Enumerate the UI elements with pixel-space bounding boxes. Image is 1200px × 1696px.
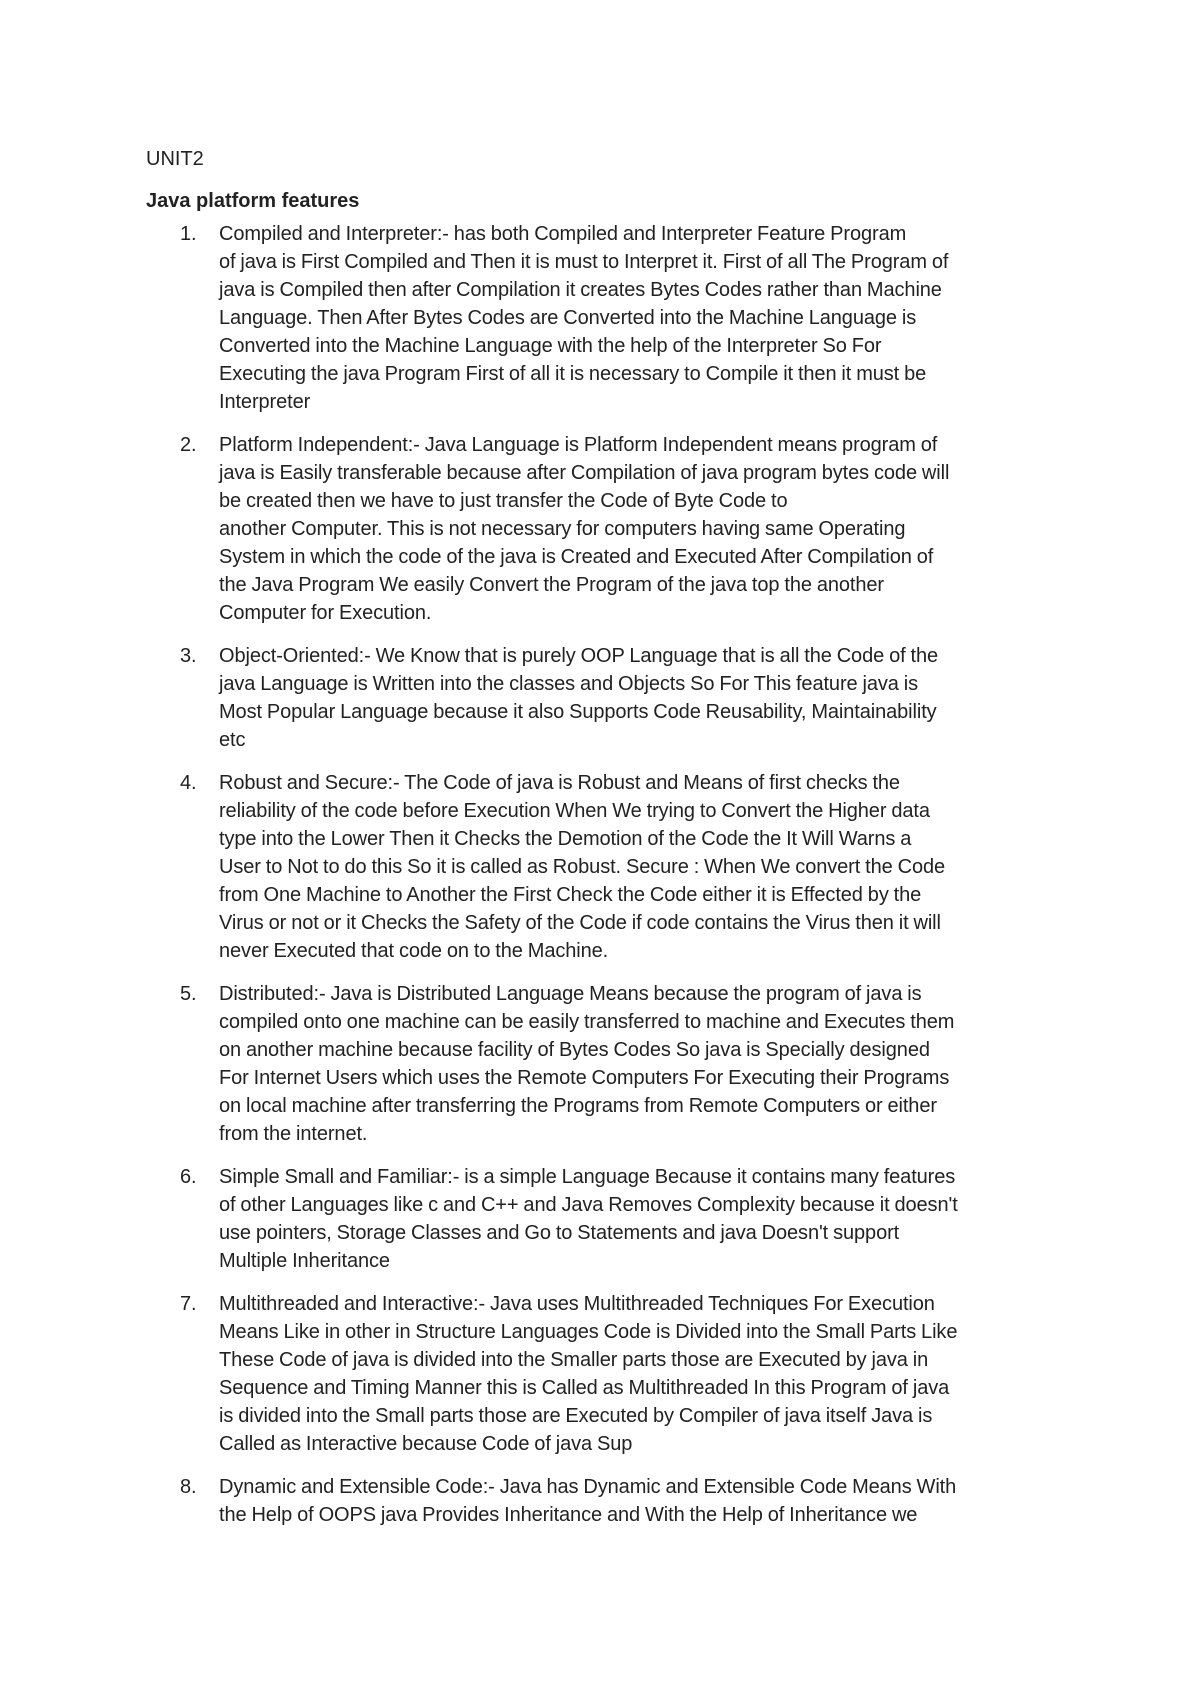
list-item-text-line: on another machine because facility of Bytes Codes So java is Specially designed [219,1039,930,1061]
list-item-text-line: reliability of the code before Execution When We trying to Convert the Higher data [219,800,930,822]
list-item-text-line: java is Compiled then after Compilation it creates Bytes Codes rather than Machine [219,279,942,301]
list-item-text-line: User to Not to do this So it is called as Robust. Secure : When We convert the Code [219,856,946,878]
list-item-text-line: Most Popular Language because it also Supports Code Reusability, Maintainability [219,701,937,723]
list-item-text-line: For Internet Users which uses the Remote Computers For Executing their Programs [219,1067,950,1089]
list-item-text-line: Distributed:- Java is Distributed Language Means because the program of java is [219,983,922,1005]
list-item [146,431,1066,627]
list-item-text-line: Dynamic and Extensible Code:- Java has Dynamic and Extensible Code Means With [219,1476,957,1498]
list-item-text-line: Simple Small and Familiar:- is a simple Language Because it contains many features [219,1166,956,1188]
list-item-number: 8. [180,1476,197,1498]
list-item-text-line: Platform Independent:- Java Language is Platform Independent means program of [219,434,938,456]
list-item-text-line: Converted into the Machine Language with the help of the Interpreter So For [219,335,882,357]
list-item-text-line: java is Easily transferable because after Compilation of java program bytes code will [219,462,950,484]
unit-title: UNIT2 [146,148,204,170]
list-item-text-line: is divided into the Small parts those are Executed by Compiler of java itself Java is [219,1405,933,1427]
list-item-text-line: Object-Oriented:- We Know that is purely OOP Language that is all the Code of the [219,645,939,667]
list-item-text-line: These Code of java is divided into the Smaller parts those are Executed by java in [219,1349,929,1371]
list-item-text-line: Language. Then After Bytes Codes are Converted into the Machine Language is [219,307,917,329]
list-item [146,1163,1066,1275]
list-item-number: 7. [180,1293,197,1315]
list-item-number: 2. [180,434,197,456]
list-item-text-line: never Executed that code on to the Machine. [219,940,609,962]
list-item-text-line: from the internet. [219,1123,368,1145]
list-item-text-line: on local machine after transferring the Programs from Remote Computers or either [219,1095,937,1117]
section-title: Java platform features [146,190,360,212]
list-item-text-line: another Computer. This is not necessary for computers having same Operating [219,518,906,540]
list-item-text-line: Called as Interactive because Code of java Sup [219,1433,633,1455]
list-item [146,980,1066,1148]
list-item-text-line: etc [219,729,246,751]
document-content [146,147,1066,1544]
list-item-text-line: compiled onto one machine can be easily transferred to machine and Executes them [219,1011,955,1033]
list-item-text-line: of other Languages like c and C++ and Java Removes Complexity because it doesn't [219,1194,958,1216]
list-item-text-line: Multithreaded and Interactive:- Java uses Multithreaded Techniques For Execution [219,1293,935,1315]
list-item-text-line: be created then we have to just transfer the Code of Byte Code to [219,490,788,512]
list-item-text-line: Multiple Inheritance [219,1250,390,1272]
list-item-text-line: of java is First Compiled and Then it is must to Interpret it. First of all The Program of [219,251,949,273]
list-item [146,1290,1066,1458]
list-item-text-line: Executing the java Program First of all it is necessary to Compile it then it must be [219,363,927,385]
list-item-text-line: Robust and Secure:- The Code of java is Robust and Means of first checks the [219,772,900,794]
list-item-text-line: Virus or not or it Checks the Safety of the Code if code contains the Virus then it will [219,912,941,934]
list-item [146,769,1066,965]
list-item [146,642,1066,754]
list-item-text-line: the Java Program We easily Convert the Program of the java top the another [219,574,884,596]
list-item-text-line: Computer for Execution. [219,602,432,624]
list-item-text-line: Sequence and Timing Manner this is Called as Multithreaded In this Program of java [219,1377,950,1399]
feature-list [146,220,1066,1529]
list-item [146,220,1066,416]
list-item-number: 4. [180,772,197,794]
list-item-text-line: System in which the code of the java is Created and Executed After Compilation of [219,546,934,568]
list-item-number: 5. [180,983,197,1005]
list-item-text-line: Means Like in other in Structure Languages Code is Divided into the Small Parts Like [219,1321,958,1343]
list-item-text-line: the Help of OOPS java Provides Inheritance and With the Help of Inheritance we [219,1504,918,1526]
list-item-text-line: Interpreter [219,391,311,413]
list-item-number: 3. [180,645,197,667]
list-item-text-line: from One Machine to Another the First Check the Code either it is Effected by the [219,884,922,906]
list-item-text-line: Compiled and Interpreter:- has both Compiled and Interpreter Feature Program [219,223,907,245]
list-item-text-line: use pointers, Storage Classes and Go to Statements and java Doesn't support [219,1222,900,1244]
list-item-text-line: type into the Lower Then it Checks the Demotion of the Code the It Will Warns a [219,828,912,850]
list-item [146,1473,1066,1529]
list-item-number: 1. [180,223,197,245]
list-item-text-line: java Language is Written into the classes and Objects So For This feature java is [219,673,918,695]
list-item-number: 6. [180,1166,197,1188]
